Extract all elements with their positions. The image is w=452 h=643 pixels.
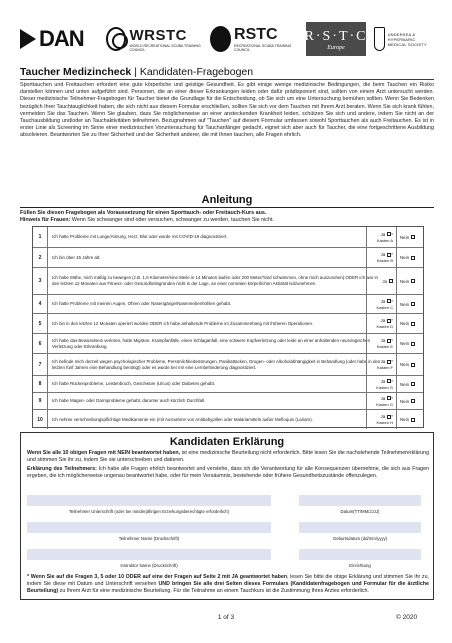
answer-yes-cell [366, 314, 396, 333]
candidate-declaration [20, 432, 434, 600]
logo-bar [20, 22, 434, 56]
answer-yes-cell [366, 410, 396, 429]
rstc-logo-subtext: RECREATIONAL SCUBA TRAINING COUNCIL [234, 44, 292, 52]
question-row [33, 409, 423, 429]
page-number: 1 of 3 [217, 614, 235, 621]
yes-label: Ja [380, 252, 386, 257]
question-text: Ich befinde mich derzeit wegen psychologischer Probleme, Persönlichkeitsstörungen, Panikattacken, Drogen- oder Alkoholabhängigkeit in Behandlung (oder habe in den letzten fünf Jahren eine Behandlung benötigt) oder es wurde bei mir eine Lernbehinderung diagnostiziert. [52, 358, 381, 370]
question-row [33, 267, 423, 294]
birthdate-field[interactable] [299, 522, 421, 533]
question-text: Ich habe das Bewusstsein verloren, hatte Migräne, Krampfanfälle, einen Schlaganfall, eine schwere Kopfverletzung oder leide an einer anhaltenden neurologischen Verletzung oder Erkrankung. [52, 337, 371, 349]
kasten-label: Kasten C [376, 304, 393, 310]
question-text: Ich bin in den letzten 12 Monaten operiert worden ODER ich habe anhaltende Probleme im Zusammenhang mit früheren Operationen. [52, 320, 314, 326]
declaration-heading: Kandidaten Erklärung [169, 436, 285, 448]
footnote-text-1: , lesen Sie bitte die obige Erklärung und stimmen Sie ihr zu, indem Sie diese mit Datum und Unterschrift versehen [27, 574, 429, 587]
question-number: 4 [33, 295, 48, 313]
no-label: Nein [400, 278, 410, 284]
declaration-p2-bold: Erklärung des Teilnehmers: [27, 466, 97, 472]
yes-label: Ja [382, 278, 387, 284]
question-text: Ich hatte Probleme mit Lunge/Atmung, Herz, Blut oder wurde mit COVID-19 diagnostiziert. [52, 234, 228, 240]
answer-yes-cell [366, 334, 396, 353]
intro-paragraph: Sporttauchen und Freitauchen erfordert eine gute körperliche und geistige Gesundheit. Es gibt einige wenige medizinische Bedingungen, die beim Tauchen ein Risiko darstellen können und unten aufgeführt sind. Personen, die an einer dieser Erkrankungen leiden oder dafür prädisponiert sind, sollten von einem Arzt untersucht werden. Dieser medizinische Teilnehmer-Fragebogen für Taucher bietet die Grundlage für die Entscheidung, ob Sie sich um eine Untersuchung bemühen sollten. Wenn Sie Bedenken bezüglich Ihrer Tauchtauglichkeit haben, die sich nicht aus diesem Formular erschließen, sollten Sie sich vor dem Tauchen mit Ihrem Arzt beraten. Wenn Sie sich krank fühlen, vermeiden Sie das Tauchen. Wenn Sie glauben, dass Sie möglicherweise an einer ansteckenden Krankheit leiden, schützen Sie sich und andere, indem Sie nicht an der Tauchausbildung und/oder an Tauchaktivitäten teilnehmen. Bezugnahmen auf "Tauchen" auf diesem Formular umfassen sowohl Sporttauchen als auch Freitauchen. Es ist in erster Linie als Screening im Sinne einer medizinischen Voruntersuchung für Tauchanfänger gedacht, eignet sich aber auch für Taucher, die eine fortgeschrittene Ausbildung absolvieren. Beantworten Sie zu Ihrer Sicherheit und der Sicherheit anderer, die mit Ihnen tauchen, alle Fragen ehrlich. [20, 82, 434, 139]
kasten-label: Kasten A [376, 237, 393, 243]
question-number: 10 [33, 410, 48, 429]
answer-no-cell [396, 393, 425, 409]
yes-label: Ja [380, 414, 386, 419]
uhms-logo [374, 22, 434, 56]
declaration-footnote [27, 574, 429, 594]
no-label: Nein [400, 234, 410, 240]
answer-no-cell [396, 314, 425, 333]
anleitung-heading: Anleitung [201, 194, 253, 206]
yes-label: Ja [380, 395, 386, 401]
question-number: 6 [33, 334, 48, 353]
question-text: Ich habe Mühe, mich mäßig zu bewegen (z.B. 1,6 Kilometer/eine Meile in 14 Minuten laufen oder 200 Meter/Yard schwimmen, ohne mich auszuruhen) ODER ich war in den letzten 12 Monaten aus Fitness- oder Gesundheitsgründen nicht in der Lage, an einer normalen körperlichen Aktivität teilzunehmen. [52, 275, 378, 286]
date-field[interactable] [299, 495, 421, 506]
page-subtitle: Kandidaten-Fragebogen [139, 66, 254, 78]
yes-label: Ja [380, 338, 386, 343]
yes-label: Ja [380, 298, 386, 304]
no-checkbox[interactable] [411, 342, 415, 346]
date-label: Datum(TT/MM/JJJJ) [340, 509, 380, 514]
note-text: Wenn Sie schwanger sind oder versuchen, schwanger zu werden, tauchen Sie nicht. [70, 217, 274, 223]
question-text: Ich habe Magen- oder Darmprobleme gehabt, darunter auch kürzlich Durchfall. [52, 398, 206, 404]
no-checkbox[interactable] [411, 302, 415, 306]
wrstc-logo-subtext: WORLD RECREATIONAL SCUBA TRAINING COUNCIL [129, 43, 201, 52]
no-label: Nein [400, 255, 410, 260]
question-number: 7 [33, 354, 48, 375]
signature-label: Teilnehmer Unterschrift (oder bei minderjährigen Erziehungsberechtigte erforderlich) [68, 509, 229, 514]
yes-checkbox[interactable] [389, 279, 393, 283]
wrstc-logo-text: WRSTC [129, 26, 187, 44]
answer-no-cell [396, 295, 425, 313]
question-row [33, 392, 423, 409]
question-row [33, 353, 423, 375]
answer-no-cell [396, 227, 425, 247]
page-title [20, 66, 253, 78]
no-checkbox[interactable] [411, 322, 415, 326]
footnote-text-2: zu Ihrem Arzt für eine medizinische Beurteilung. Für die Teilnahme an einem Tauchkurs ist die Zustimmung Ihres Arztes erforderlich. [58, 587, 369, 594]
no-checkbox[interactable] [411, 363, 415, 367]
answer-yes-cell [366, 295, 396, 313]
declaration-p2-text: Ich habe alle Fragen ehrlich beantwortet und verstehe, dass ich die Verantwortung für alle Konsequenzen übernehme, die sich aus Fragen ergeben, die ich möglicherweise ungenau beantwortet habe, oder für mein Versäumnis, bestehende oder frühere Gesundheitszustände offenzulegen. [27, 466, 429, 479]
anleitung-divider [20, 207, 434, 208]
asterisk: * [391, 414, 393, 419]
dan-logo-text: DAN [39, 26, 84, 51]
asterisk: * [391, 231, 393, 237]
asterisk: * [391, 359, 393, 364]
rstc-logo-text: RSTC [234, 26, 278, 43]
no-checkbox[interactable] [411, 256, 415, 260]
rstc-europe-logo [306, 22, 366, 56]
question-row [33, 227, 423, 247]
question-text: Ich nehme verschreibungspflichtige Medikamente ein (mit Ausnahme von Antibabypillen oder Malariamitteln außer Mefloquin (Lariam). [52, 416, 313, 422]
rstc-logo [210, 22, 294, 56]
answer-yes-cell [366, 248, 396, 267]
answer-no-cell [396, 354, 425, 375]
asterisk: * [391, 378, 393, 384]
participant-name-field[interactable] [27, 522, 271, 533]
question-number: 2 [33, 248, 48, 267]
questions-table [32, 226, 424, 428]
no-checkbox[interactable] [411, 382, 415, 386]
answer-yes-cell [366, 376, 396, 392]
question-row [33, 247, 423, 267]
signature-field[interactable] [27, 495, 271, 506]
asterisk: * [391, 395, 393, 401]
footnote-bold-1: * Wenn Sie auf die Fragen 3, 5 oder 10 ODER auf eine der Fragen auf Seite 2 mit JA geantwortet haben [27, 574, 288, 580]
facility-field[interactable] [299, 549, 421, 560]
instructor-name-field[interactable] [27, 549, 271, 560]
no-label: Nein [400, 321, 410, 326]
rstc-globe-icon [210, 26, 231, 52]
answer-no-cell [396, 410, 425, 429]
question-row [33, 313, 423, 333]
no-checkbox[interactable] [411, 235, 415, 239]
participant-name-label: Teilnehmer Name (Druckschrift) [118, 536, 180, 541]
question-row [33, 375, 423, 392]
answer-no-cell [396, 268, 425, 294]
question-row [33, 294, 423, 313]
asterisk: * [391, 252, 393, 257]
uhms-seal-icon [374, 27, 385, 51]
answer-no-cell [396, 376, 425, 392]
title-divider [20, 79, 434, 80]
kasten-label: Kasten H [376, 420, 393, 425]
no-checkbox[interactable] [411, 418, 415, 422]
dan-logo [20, 22, 98, 56]
answer-yes-cell [366, 354, 396, 375]
no-label: Nein [400, 301, 410, 307]
yes-label: Ja [380, 231, 386, 237]
declaration-p1-bold: Wenn Sie alle 10 obigen Fragen mit NEIN beantwortet haben, [27, 450, 181, 456]
question-number: 9 [33, 393, 48, 409]
answer-yes-cell [366, 268, 396, 294]
declaration-paragraph-2 [27, 466, 429, 480]
kasten-label: Kasten E [376, 344, 393, 349]
declaration-paragraph-1 [27, 450, 429, 464]
question-text: Ich hatte Probleme mit meinen Augen, Ohren oder Nasengänge/Nasennebenhöhlen gehabt. [52, 301, 232, 307]
footnote-bold-2: UND bringen Sie alle drei Seiten dieses Formulars (Kandidatenfragebogen und Formular für die ärztliche Beurteilung) [27, 580, 429, 594]
kasten-label: Kasten G [376, 401, 393, 407]
question-text: Ich habe Rückenprobleme, Leistenbruch, Geschwüre (Ulcus) oder Diabetes gehabt. [52, 381, 216, 387]
yes-label: Ja [380, 318, 386, 323]
uhms-logo-text: UNDERSEA & HYPERBARIC MEDICAL SOCIETY [387, 31, 427, 47]
instruction-text: Füllen Sie diesen Fragebogen als Voraussetzung für einen Sporttauch- oder Freitauch-Kurs aus. [20, 210, 267, 216]
yes-label: Ja [380, 359, 386, 364]
note-label: Hinweis für Frauen: [20, 217, 71, 223]
title-separator: | [134, 66, 137, 78]
no-label: Nein [400, 341, 410, 346]
no-label: Nein [400, 398, 410, 404]
copyright-notice: © 2020 [396, 614, 418, 621]
no-checkbox[interactable] [411, 279, 415, 283]
yes-label: Ja [380, 378, 386, 384]
no-label: Nein [400, 381, 410, 387]
kasten-label: Kasten G [376, 384, 393, 390]
question-text: Ich bin über 45 Jahre alt. [52, 254, 101, 260]
asterisk: * [391, 338, 393, 343]
instructor-name-label: Instruktor Name (Druckschrift) [120, 563, 178, 568]
question-number: 5 [33, 314, 48, 333]
wrstc-logo [106, 22, 202, 56]
declaration-p1-text: ist eine medizinische Beurteilung nicht erforderlich. Bitte lesen Sie die nachstehende Teilnehmererklärung und stimmen Sie ihr zu, indem Sie sie unterschreiben und datieren. [27, 450, 430, 463]
wrstc-globe-icon [106, 27, 126, 51]
answer-yes-cell [366, 393, 396, 409]
page-title-main: Taucher Medizincheck [20, 66, 132, 78]
instructions [20, 210, 434, 224]
question-number: 1 [33, 227, 48, 247]
dan-chevron-icon [20, 29, 36, 49]
no-label: Nein [400, 417, 410, 422]
rstc-europe-logo-subtext: Europe [327, 44, 345, 51]
question-row [33, 333, 423, 353]
kasten-label: Kasten D [376, 324, 393, 329]
answer-no-cell [396, 248, 425, 267]
asterisk: * [391, 298, 393, 304]
answer-no-cell [396, 334, 425, 353]
rstc-europe-logo-text: R·S·T·C [304, 28, 368, 44]
kasten-label: Kasten F [376, 365, 393, 370]
kasten-label: Kasten B [376, 258, 393, 263]
answer-yes-cell [366, 227, 396, 247]
birthdate-label: Geburtsdatum (dd/mm/yyyy) [332, 536, 388, 541]
no-checkbox[interactable] [411, 399, 415, 403]
no-label: Nein [400, 362, 410, 367]
facility-label: Einrichtung [349, 563, 371, 568]
question-number: 3 [33, 268, 48, 294]
question-number: 8 [33, 376, 48, 392]
asterisk: * [391, 318, 393, 323]
